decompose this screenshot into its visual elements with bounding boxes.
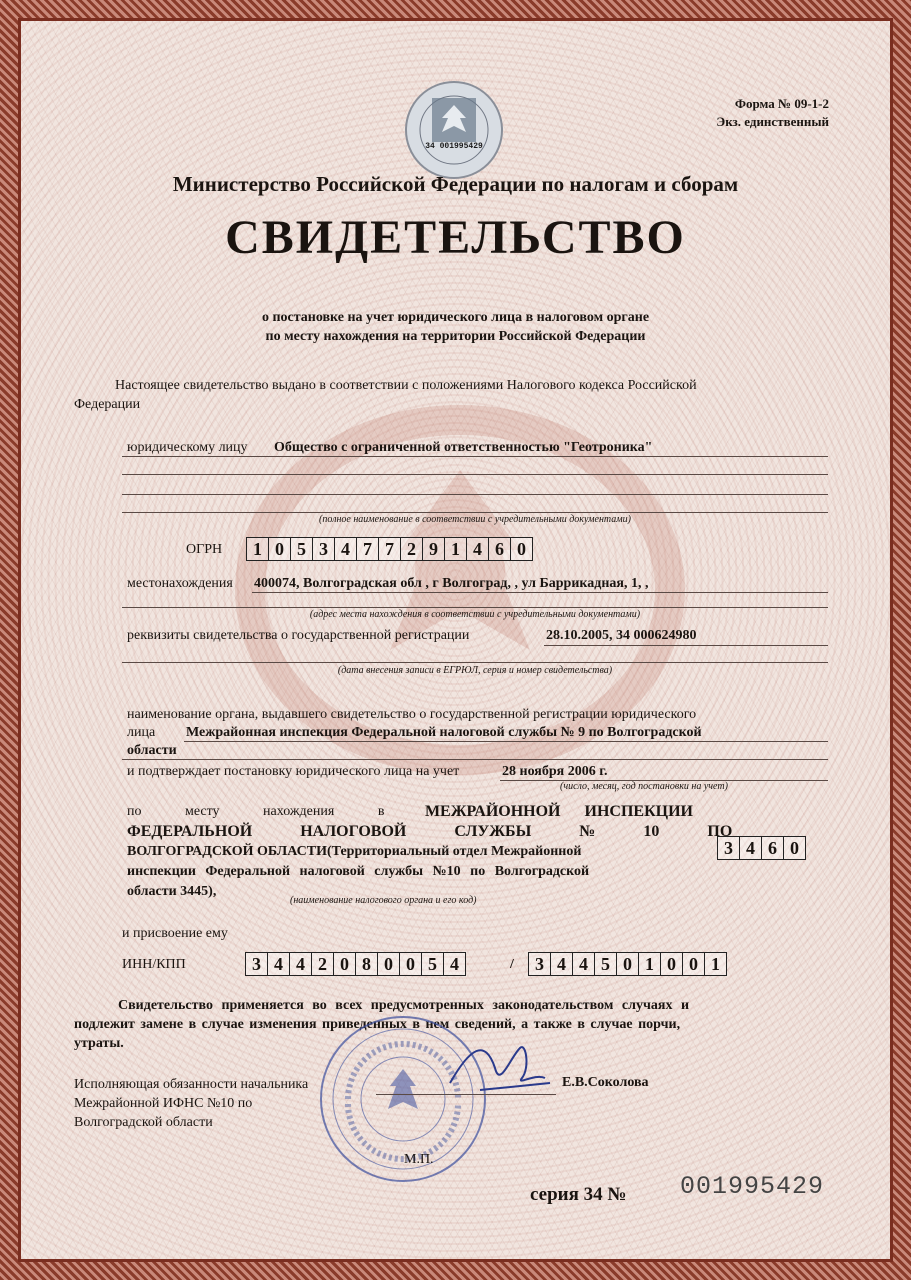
ogrn-digit-1: 1 <box>246 537 269 561</box>
place-value-4: инспекции Федеральной налоговой службы №10 по Волгоградской <box>127 864 590 879</box>
issuer-value-1: Межрайонная инспекция Федеральной налоговой службы № 9 по Волгоградской <box>186 725 702 740</box>
registration-hint: (дата внесения записи в ЕГРЮЛ, серия и номер свидетельства) <box>337 665 613 676</box>
kpp-digit-5: 0 <box>616 952 639 976</box>
signatory-line-3: Волгоградской области <box>74 1115 213 1130</box>
stamp-place-label: М.П. <box>404 1152 434 1167</box>
subtitle-line-2: по месту нахождения на территории Российской Федерации <box>265 329 646 344</box>
place-line-1 <box>127 802 693 822</box>
hologram-sticker <box>404 80 504 180</box>
inn-digit-10: 4 <box>443 952 466 976</box>
address-line-1 <box>252 592 828 593</box>
inn-kpp-separator: / <box>510 957 514 972</box>
tax-office-code <box>717 836 805 860</box>
certificate-subtitle <box>0 308 911 346</box>
place-value-3: ВОЛГОГРАДСКОЙ ОБЛАСТИ(Территориальный отдел Межрайонной <box>127 844 582 859</box>
ogrn-digit-12: 6 <box>488 537 511 561</box>
code-digit-3: 6 <box>761 836 784 860</box>
inn-digit-5: 0 <box>333 952 356 976</box>
place-value-5: области 3445), <box>127 884 217 899</box>
ogrn-digit-6: 7 <box>356 537 379 561</box>
ogrn-digit-7: 7 <box>378 537 401 561</box>
form-number-block <box>716 95 829 131</box>
kpp-digit-4: 5 <box>594 952 617 976</box>
inn-digit-1: 3 <box>245 952 268 976</box>
entity-hint: (полное наименование в соответствии с учредительными документами) <box>319 514 631 525</box>
address-line-2 <box>122 607 828 608</box>
signature <box>440 1028 560 1108</box>
copy-label: Экз. единственный <box>716 114 829 129</box>
entity-line-3 <box>122 494 828 495</box>
address-value: 400074, Волгоградская обл , г Волгоград, , ул Баррикадная, 1, , <box>254 576 649 591</box>
ogrn-digit-8: 2 <box>400 537 423 561</box>
ogrn-digit-10: 1 <box>444 537 467 561</box>
inn-digit-2: 4 <box>267 952 290 976</box>
code-digit-2: 4 <box>739 836 762 860</box>
confirm-date: 28 ноября 2006 г. <box>502 764 608 779</box>
inn-digit-4: 2 <box>311 952 334 976</box>
address-hint: (адрес места нахождения в соответствии с учредительными документами) <box>309 609 641 620</box>
kpp-digit-2: 4 <box>550 952 573 976</box>
ogrn-digit-3: 5 <box>290 537 313 561</box>
issuer-line-2 <box>122 759 828 760</box>
entity-line-4 <box>122 512 828 513</box>
intro-line-2: Федерации <box>74 397 141 412</box>
intro-line-1: Настоящее свидетельство выдано в соответствии с положениями Налогового кодекса Российской <box>115 378 697 393</box>
code-digit-4: 0 <box>783 836 806 860</box>
ogrn-digit-11: 4 <box>466 537 489 561</box>
inn-digits <box>245 952 465 976</box>
signatory-line-2: Межрайонной ИФНС №10 по <box>74 1096 253 1111</box>
issuer-label-1: наименование органа, выдавшего свидетельство о государственной регистрации юридического <box>127 707 697 722</box>
ogrn-digit-13: 0 <box>510 537 533 561</box>
registration-value: 28.10.2005, 34 000624980 <box>546 628 697 643</box>
notice-line-3: утраты. <box>74 1036 124 1051</box>
place-block <box>127 802 733 902</box>
ogrn-label: ОГРН <box>186 542 223 557</box>
inn-digit-8: 0 <box>399 952 422 976</box>
form-number: Форма № 09-1-2 <box>734 96 829 111</box>
notice-line-1: Свидетельство применяется во всех предусмотренных законодательством случаях и <box>118 998 690 1013</box>
signatory-line-1: Исполняющая обязанности начальника <box>74 1077 309 1092</box>
inn-digit-3: 4 <box>289 952 312 976</box>
registration-line-1 <box>544 645 828 646</box>
signatory-block <box>74 1075 308 1132</box>
entity-label: юридическому лицу <box>127 440 248 455</box>
certificate-title: СВИДЕТЕЛЬСТВО <box>225 211 686 264</box>
registration-line-2 <box>122 662 828 663</box>
inn-kpp-label: ИНН/КПП <box>122 957 186 972</box>
ministry-name: Министерство Российской Федерации по налогам и сборам <box>172 172 739 196</box>
kpp-digit-3: 4 <box>572 952 595 976</box>
registration-label: реквизиты свидетельства о государственной регистрации <box>127 628 470 643</box>
place-hint: (наименование налогового органа и его код) <box>290 895 477 906</box>
hologram-serial: 34 001995429 <box>425 142 483 151</box>
ogrn-digits <box>246 537 532 561</box>
issuer-line-1 <box>184 741 828 742</box>
inn-digit-6: 8 <box>355 952 378 976</box>
confirm-label: и подтверждает постановку юридического лица на учет <box>127 764 460 779</box>
ogrn-digit-4: 3 <box>312 537 335 561</box>
ogrn-digit-5: 4 <box>334 537 357 561</box>
ogrn-digit-9: 9 <box>422 537 445 561</box>
series-label: серия 34 № <box>530 1184 627 1205</box>
kpp-digit-8: 0 <box>682 952 705 976</box>
series-number: 001995429 <box>680 1172 825 1201</box>
notice-line-2: подлежит замене в случае изменения приведенных в нем сведений, а также в случае порчи, <box>74 1017 681 1032</box>
assign-label: и присвоение ему <box>122 926 228 941</box>
confirm-hint: (число, месяц, год постановки на учет) <box>560 781 728 792</box>
signatory-name: Е.В.Соколова <box>562 1075 649 1090</box>
subtitle-line-1: о постановке на учет юридического лица в налоговом органе <box>261 310 650 325</box>
place-prefix: по месту нахождения в <box>127 804 385 819</box>
inn-digit-9: 5 <box>421 952 444 976</box>
place-value-1: МЕЖРАЙОННОЙ ИНСПЕКЦИИ <box>424 803 693 820</box>
inn-digit-7: 0 <box>377 952 400 976</box>
place-value-2: ФЕДЕРАЛЬНОЙ НАЛОГОВОЙ СЛУЖБЫ № 10 ПО <box>127 823 733 840</box>
kpp-digit-9: 1 <box>704 952 727 976</box>
entity-name: Общество с ограниченной ответственностью "Геотроника" <box>274 440 653 455</box>
kpp-digits <box>528 952 726 976</box>
address-label: местонахождения <box>127 576 233 591</box>
entity-line-2 <box>122 474 828 475</box>
ogrn-digit-2: 0 <box>268 537 291 561</box>
code-digit-1: 3 <box>717 836 740 860</box>
kpp-digit-6: 1 <box>638 952 661 976</box>
entity-line-1 <box>122 456 828 457</box>
kpp-digit-1: 3 <box>528 952 551 976</box>
issuer-label-2: лица <box>127 725 156 740</box>
signature-line <box>376 1094 556 1095</box>
kpp-digit-7: 0 <box>660 952 683 976</box>
issuer-value-2: области <box>127 743 177 758</box>
